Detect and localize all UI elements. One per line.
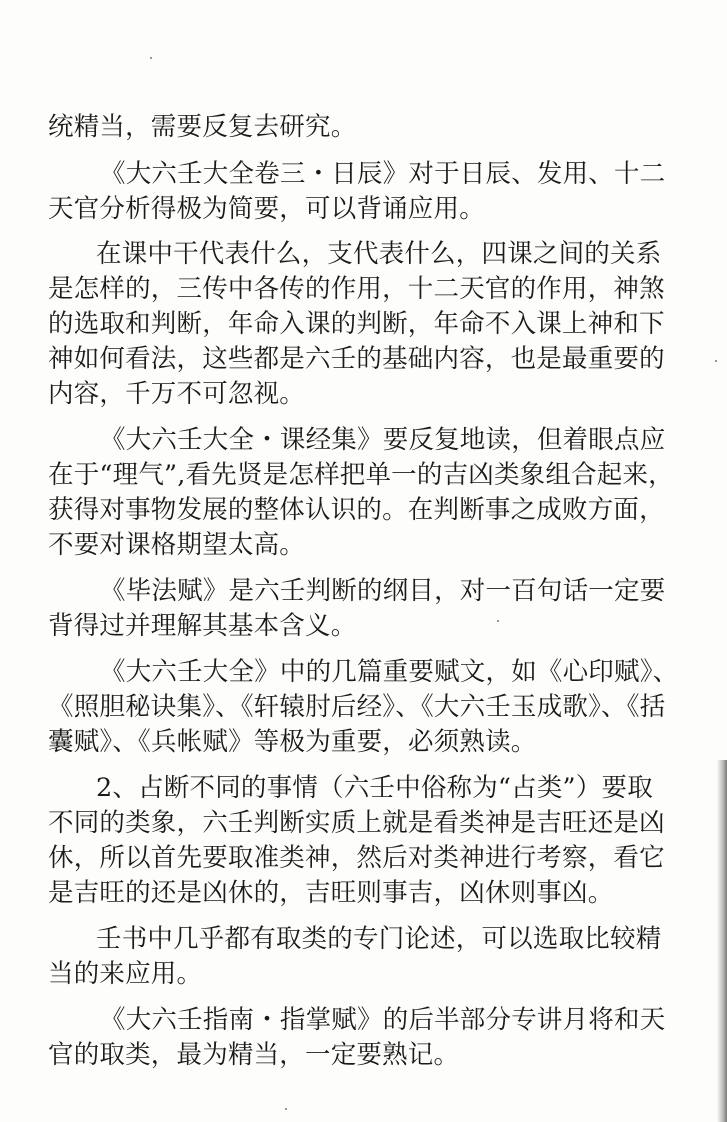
text-line: 获得对事物发展的整体认识的。在判断事之成败方面， [48,495,665,525]
text-line: 在于“理气”,看先贤是怎样把单一的吉凶类象组合起来， [48,460,674,490]
text-line: 壬书中几乎都有取类的专门论述，可以选取比较精 [96,924,662,954]
text-line: 天官分析得极为简要，可以背诵应用。 [48,194,485,224]
text-line: 是吉旺的还是凶休的，吉旺则事吉，凶休则事凶。 [48,878,614,908]
text-line: 《照胆秘诀集》、《轩辕肘后经》、《大六壬玉成歌》、《括 [48,692,666,722]
scan-speck [150,57,152,59]
text-line: 内容，千万不可忽视。 [48,379,306,409]
text-line: 不同的类象，六壬判断实质上就是看类神是吉旺还是凶 [48,808,665,838]
text-line: 神如何看法，这些都是六壬的基础内容，也是最重要的 [48,344,665,374]
text-line: 《大六壬大全》中的几篇重要赋文，如《心印赋》、 [100,657,679,687]
text-line: 《大六壬大全卷三・日辰》对于日辰、发用、十二 [100,159,666,189]
text-line: 当的来应用。 [48,959,203,989]
text-line: 在课中干代表什么，支代表什么，四课之间的关系 [96,239,662,269]
scan-speck [715,360,717,362]
text-line: 背得过并理解其基本含义。 [48,611,357,641]
text-line: 《毕法赋》是六壬判断的纲目，对一百句话一定要 [100,576,666,606]
text-line: 不要对课格期望太高。 [48,530,306,560]
text-line: 官的取类，最为精当，一定要熟记。 [48,1040,460,1070]
text-line: 囊赋》、《兵帐赋》等极为重要，必须熟读。 [48,727,537,757]
text-line: 2、占断不同的事情（六壬中俗称为“占类”）要取 [96,773,653,803]
text-line: 统精当，需要反复去研究。 [48,112,357,142]
scan-speck [285,1108,287,1110]
page-edge-shadow [717,760,727,1122]
text-line: 是怎样的，三传中各传的作用，十二天官的作用，神煞 [48,274,665,304]
text-line: 的选取和判断，年命入课的判断，年命不入课上神和下 [48,309,665,339]
scan-speck [497,620,499,622]
text-line: 休，所以首先要取准类神，然后对类神进行考察，看它 [48,843,665,873]
text-line: 《大六壬指南・指掌赋》的后半部分专讲月将和天 [100,1005,666,1035]
text-line: 《大六壬大全・课经集》要反复地读，但着眼点应 [100,425,666,455]
